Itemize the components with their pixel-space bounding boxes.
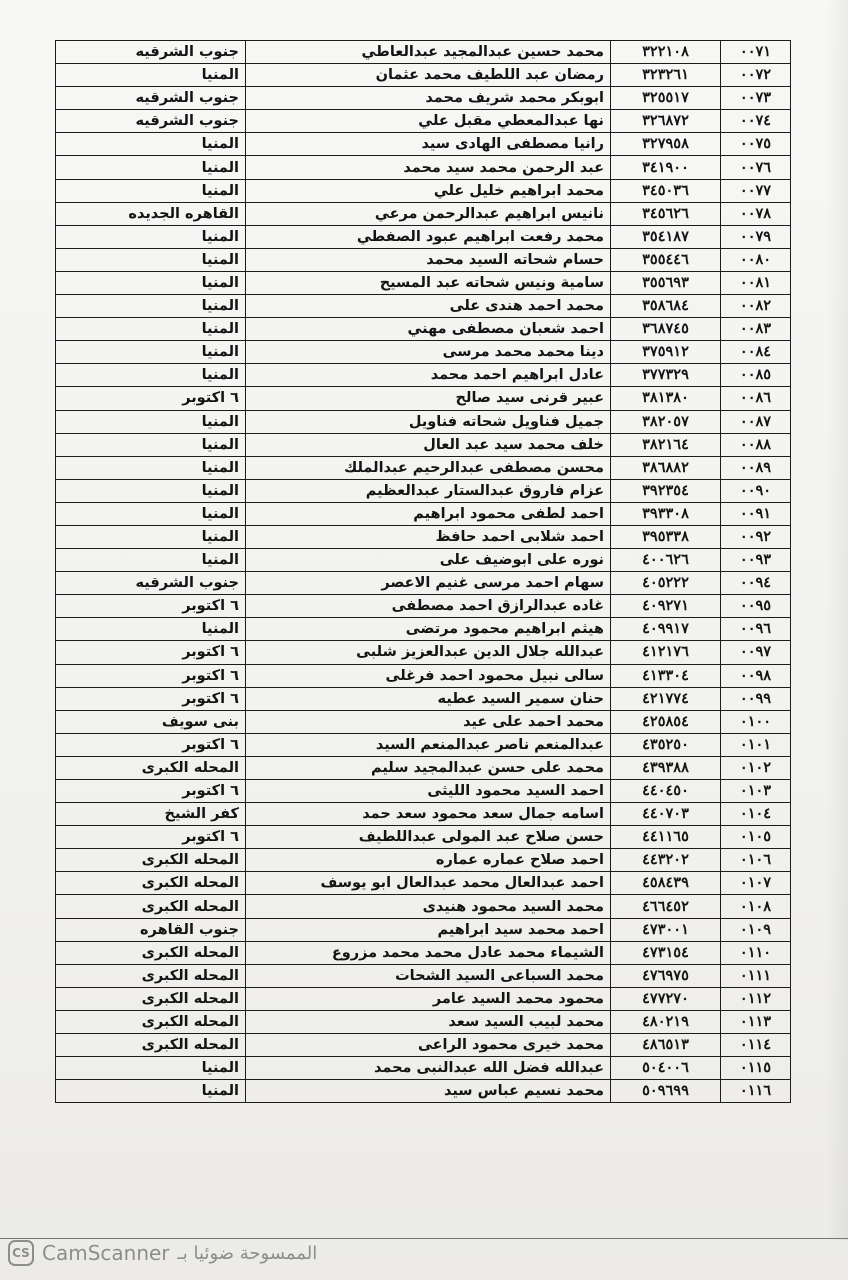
row-number: ٤٠٠٦٢٦	[611, 549, 721, 572]
row-governorate: ٦ اكتوبر	[56, 733, 246, 756]
row-serial: ٠٠٨٦	[721, 387, 791, 410]
row-governorate: جنوب الشرقيه	[56, 41, 246, 64]
table-row	[56, 110, 791, 133]
table-row	[56, 364, 791, 387]
row-name: سالى نبيل محمود احمد فرغلى	[246, 664, 611, 687]
row-serial: ٠٠٩٧	[721, 641, 791, 664]
table-row	[56, 803, 791, 826]
row-governorate: المنيا	[56, 179, 246, 202]
row-serial: ٠٠٧٣	[721, 87, 791, 110]
row-number: ٣٧٧٣٢٩	[611, 364, 721, 387]
row-name: عزام فاروق عبدالستار عبدالعظيم	[246, 479, 611, 502]
row-number: ٤٢١٧٧٤	[611, 687, 721, 710]
row-serial: ٠٠٨٣	[721, 318, 791, 341]
row-number: ٤٦٦٤٥٢	[611, 895, 721, 918]
row-governorate: المنيا	[56, 433, 246, 456]
row-governorate: المنيا	[56, 295, 246, 318]
row-serial: ٠٠٩٩	[721, 687, 791, 710]
camscanner-logo-icon: CS	[8, 1240, 34, 1266]
row-name: حسن صلاح عبد المولى عبداللطيف	[246, 826, 611, 849]
row-serial: ٠٠٧٤	[721, 110, 791, 133]
table-row	[56, 479, 791, 502]
row-number: ٣٢٣٢٦١	[611, 64, 721, 87]
row-serial: ٠١١٠	[721, 941, 791, 964]
row-name: الشيماء محمد عادل محمد محمد مزروع	[246, 941, 611, 964]
row-governorate: المنيا	[56, 1080, 246, 1103]
row-number: ٤٣٥٢٥٠	[611, 733, 721, 756]
table-row	[56, 595, 791, 618]
row-serial: ٠٠٩٦	[721, 618, 791, 641]
row-name: محمد ابراهيم خليل علي	[246, 179, 611, 202]
row-serial: ٠١١٥	[721, 1057, 791, 1080]
row-serial: ٠٠٨٢	[721, 295, 791, 318]
row-serial: ٠١٠٥	[721, 826, 791, 849]
row-governorate: المنيا	[56, 479, 246, 502]
row-name: محمد السيد محمود هنيدى	[246, 895, 611, 918]
table-row	[56, 87, 791, 110]
table-row	[56, 525, 791, 548]
table-row	[56, 318, 791, 341]
row-serial: ٠٠٨٤	[721, 341, 791, 364]
row-number: ٣٥٤١٨٧	[611, 225, 721, 248]
row-number: ٤٨٠٢١٩	[611, 1010, 721, 1033]
row-name: رمضان عبد اللطيف محمد عثمان	[246, 64, 611, 87]
row-number: ٤٥٨٤٣٩	[611, 872, 721, 895]
row-serial: ٠١٠٠	[721, 710, 791, 733]
row-number: ٣٥٥٤٤٦	[611, 248, 721, 271]
row-governorate: ٦ اكتوبر	[56, 387, 246, 410]
table-row	[56, 248, 791, 271]
watermark-arabic-text: الممسوحة ضوئيا بـ	[177, 1242, 318, 1264]
row-governorate: ٦ اكتوبر	[56, 595, 246, 618]
table-row	[56, 133, 791, 156]
row-name: احمد عبدالعال محمد عبدالعال ابو يوسف	[246, 872, 611, 895]
row-governorate: المنيا	[56, 156, 246, 179]
row-name: غاده عبدالرازق احمد مصطفى	[246, 595, 611, 618]
row-name: عبدالله جلال الدين عبدالعزيز شلبى	[246, 641, 611, 664]
watermark-brand: CamScanner	[42, 1241, 170, 1265]
row-name: عبد الرحمن محمد سيد محمد	[246, 156, 611, 179]
table-row	[56, 1010, 791, 1033]
table-row	[56, 433, 791, 456]
table-row	[56, 641, 791, 664]
table-row	[56, 733, 791, 756]
row-number: ٤٤٠٧٠٣	[611, 803, 721, 826]
row-number: ٣٢٥٥١٧	[611, 87, 721, 110]
row-name: محمد لبيب السيد سعد	[246, 1010, 611, 1033]
table-row	[56, 826, 791, 849]
row-governorate: المنيا	[56, 64, 246, 87]
row-name: محمد احمد هندى على	[246, 295, 611, 318]
row-governorate: المحله الكبرى	[56, 987, 246, 1010]
names-table-body	[56, 41, 791, 1103]
row-name: محمود محمد السيد عامر	[246, 987, 611, 1010]
row-number: ٤٠٥٢٢٢	[611, 572, 721, 595]
row-number: ٤٠٩٩١٧	[611, 618, 721, 641]
row-governorate: المحله الكبرى	[56, 1034, 246, 1057]
row-governorate: المنيا	[56, 318, 246, 341]
table-row	[56, 225, 791, 248]
row-governorate: المحله الكبرى	[56, 964, 246, 987]
row-number: ٣٢٧٩٥٨	[611, 133, 721, 156]
row-governorate: القاهره الجديده	[56, 202, 246, 225]
row-number: ٣٧٥٩١٢	[611, 341, 721, 364]
row-serial: ٠٠٨١	[721, 271, 791, 294]
row-governorate: المحله الكبرى	[56, 941, 246, 964]
row-governorate: المنيا	[56, 248, 246, 271]
row-governorate: المحله الكبرى	[56, 895, 246, 918]
scan-edge-shadow	[826, 0, 848, 1240]
row-name: دينا محمد محمد مرسى	[246, 341, 611, 364]
row-name: احمد شلابى احمد حافظ	[246, 525, 611, 548]
row-governorate: المحله الكبرى	[56, 849, 246, 872]
row-number: ٤٧٧٢٧٠	[611, 987, 721, 1010]
row-number: ٣٥٥٦٩٣	[611, 271, 721, 294]
row-serial: ٠٠٩٣	[721, 549, 791, 572]
table-row	[56, 41, 791, 64]
row-governorate: جنوب الشرقيه	[56, 87, 246, 110]
table-row	[56, 1080, 791, 1103]
table-row	[56, 410, 791, 433]
row-governorate: ٦ اكتوبر	[56, 780, 246, 803]
row-number: ٣٥٨٦٨٤	[611, 295, 721, 318]
row-serial: ٠١١٤	[721, 1034, 791, 1057]
row-governorate: المنيا	[56, 225, 246, 248]
row-name: محمد حسين عبدالمجيد عبدالعاطي	[246, 41, 611, 64]
row-serial: ٠٠٧١	[721, 41, 791, 64]
row-serial: ٠١١٦	[721, 1080, 791, 1103]
row-number: ٣٩٣٣٠٨	[611, 502, 721, 525]
row-serial: ٠٠٧٨	[721, 202, 791, 225]
names-table	[55, 40, 791, 1103]
row-name: نانيس ابراهيم عبدالرحمن مرعي	[246, 202, 611, 225]
page-bottom-rule	[0, 1238, 848, 1239]
row-name: عبدالمنعم ناصر عبدالمنعم السيد	[246, 733, 611, 756]
row-governorate: المنيا	[56, 618, 246, 641]
row-number: ٣٨١٣٨٠	[611, 387, 721, 410]
row-name: خلف محمد سيد عبد العال	[246, 433, 611, 456]
row-serial: ٠١٠٧	[721, 872, 791, 895]
row-governorate: المحله الكبرى	[56, 872, 246, 895]
row-number: ٤٤٠٤٥٠	[611, 780, 721, 803]
row-number: ٥٠٤٠٠٦	[611, 1057, 721, 1080]
row-name: عبير قرنى سيد صالح	[246, 387, 611, 410]
row-name: عبدالله فضل الله عبدالنبى محمد	[246, 1057, 611, 1080]
table-row	[56, 341, 791, 364]
row-number: ٣٩٥٣٣٨	[611, 525, 721, 548]
row-name: احمد شعبان مصطفى مهني	[246, 318, 611, 341]
row-name: حسام شحاته السيد محمد	[246, 248, 611, 271]
row-governorate: المنيا	[56, 549, 246, 572]
row-serial: ٠١٠٩	[721, 918, 791, 941]
row-governorate: المحله الكبرى	[56, 1010, 246, 1033]
row-serial: ٠٠٩٨	[721, 664, 791, 687]
row-name: محمد رفعت ابراهيم عبود الصفطي	[246, 225, 611, 248]
row-name: احمد لطفى محمود ابراهيم	[246, 502, 611, 525]
row-name: ابوبكر محمد شريف محمد	[246, 87, 611, 110]
row-name: عادل ابراهيم احمد محمد	[246, 364, 611, 387]
row-serial: ٠١٠٣	[721, 780, 791, 803]
table-row	[56, 918, 791, 941]
table-row	[56, 987, 791, 1010]
table-row	[56, 549, 791, 572]
table-row	[56, 502, 791, 525]
row-number: ٤٣٩٣٨٨	[611, 756, 721, 779]
table-row	[56, 872, 791, 895]
row-governorate: جنوب الشرقيه	[56, 572, 246, 595]
row-number: ٣٢٢١٠٨	[611, 41, 721, 64]
row-name: محمد احمد على عيد	[246, 710, 611, 733]
row-name: نها عبدالمعطي مقبل علي	[246, 110, 611, 133]
row-name: رانيا مصطفى الهادى سيد	[246, 133, 611, 156]
row-governorate: المحله الكبرى	[56, 756, 246, 779]
row-name: احمد صلاح عماره عماره	[246, 849, 611, 872]
row-number: ٤٨٦٥١٣	[611, 1034, 721, 1057]
row-number: ٤٧٣١٥٤	[611, 941, 721, 964]
row-number: ٤١٣٣٠٤	[611, 664, 721, 687]
row-governorate: المنيا	[56, 1057, 246, 1080]
row-name: محمد خيرى محمود الراعى	[246, 1034, 611, 1057]
row-governorate: ٦ اكتوبر	[56, 641, 246, 664]
row-number: ٣٤٥٦٢٦	[611, 202, 721, 225]
row-serial: ٠٠٩٥	[721, 595, 791, 618]
table-row	[56, 572, 791, 595]
row-serial: ٠٠٩٠	[721, 479, 791, 502]
table-row	[56, 895, 791, 918]
row-number: ٣٨٢١٦٤	[611, 433, 721, 456]
row-number: ٣٤١٩٠٠	[611, 156, 721, 179]
row-serial: ٠٠٨٥	[721, 364, 791, 387]
table-row	[56, 756, 791, 779]
table-row	[56, 271, 791, 294]
table-row	[56, 964, 791, 987]
row-serial: ٠٠٧٩	[721, 225, 791, 248]
row-governorate: المنيا	[56, 364, 246, 387]
row-serial: ٠٠٧٦	[721, 156, 791, 179]
row-name: محمد نسيم عباس سيد	[246, 1080, 611, 1103]
row-number: ٣٨٢٠٥٧	[611, 410, 721, 433]
row-name: محمد على حسن عبدالمجيد سليم	[246, 756, 611, 779]
row-serial: ٠٠٧٧	[721, 179, 791, 202]
row-serial: ٠١١٣	[721, 1010, 791, 1033]
row-serial: ٠٠٨٠	[721, 248, 791, 271]
row-number: ٣٦٨٧٤٥	[611, 318, 721, 341]
table-row	[56, 618, 791, 641]
row-serial: ٠١٠١	[721, 733, 791, 756]
table-row	[56, 1057, 791, 1080]
row-governorate: المنيا	[56, 502, 246, 525]
row-governorate: المنيا	[56, 525, 246, 548]
row-governorate: بنى سويف	[56, 710, 246, 733]
row-serial: ٠١٠٤	[721, 803, 791, 826]
row-number: ٥٠٩٦٩٩	[611, 1080, 721, 1103]
row-name: اسامه جمال سعد محمود سعد حمد	[246, 803, 611, 826]
row-name: سهام احمد مرسى غنيم الاعصر	[246, 572, 611, 595]
row-number: ٤٤١١٦٥	[611, 826, 721, 849]
row-governorate: المنيا	[56, 271, 246, 294]
row-governorate: جنوب القاهره	[56, 918, 246, 941]
row-serial: ٠٠٨٧	[721, 410, 791, 433]
row-name: احمد محمد سيد ابراهيم	[246, 918, 611, 941]
row-number: ٤١٢١٧٦	[611, 641, 721, 664]
table-row	[56, 202, 791, 225]
row-serial: ٠٠٨٩	[721, 456, 791, 479]
row-governorate: المنيا	[56, 133, 246, 156]
table-row	[56, 849, 791, 872]
table-row	[56, 780, 791, 803]
row-governorate: كفر الشيخ	[56, 803, 246, 826]
row-number: ٣٩٢٣٥٤	[611, 479, 721, 502]
table-row	[56, 710, 791, 733]
row-number: ٤٤٣٢٠٢	[611, 849, 721, 872]
row-number: ٤٢٥٨٥٤	[611, 710, 721, 733]
row-governorate: ٦ اكتوبر	[56, 664, 246, 687]
row-serial: ٠٠٧٢	[721, 64, 791, 87]
table-row	[56, 687, 791, 710]
table-row	[56, 179, 791, 202]
row-number: ٤٧٣٠٠١	[611, 918, 721, 941]
row-number: ٣٤٥٠٣٦	[611, 179, 721, 202]
row-governorate: المنيا	[56, 456, 246, 479]
table-row	[56, 941, 791, 964]
row-governorate: المنيا	[56, 410, 246, 433]
row-name: احمد السيد محمود الليثى	[246, 780, 611, 803]
table-row	[56, 295, 791, 318]
row-serial: ٠٠٩٤	[721, 572, 791, 595]
table-row	[56, 156, 791, 179]
row-governorate: جنوب الشرقيه	[56, 110, 246, 133]
row-governorate: المنيا	[56, 341, 246, 364]
row-serial: ٠٠٩١	[721, 502, 791, 525]
table-row	[56, 387, 791, 410]
row-name: هيثم ابراهيم محمود مرتضى	[246, 618, 611, 641]
table-row	[56, 664, 791, 687]
row-serial: ٠٠٨٨	[721, 433, 791, 456]
table-row	[56, 64, 791, 87]
row-serial: ٠١٠٨	[721, 895, 791, 918]
row-name: جميل فناويل شحاته فناويل	[246, 410, 611, 433]
table-row	[56, 456, 791, 479]
row-governorate: ٦ اكتوبر	[56, 687, 246, 710]
row-number: ٤٠٩٢٧١	[611, 595, 721, 618]
row-name: نوره على ابوضيف على	[246, 549, 611, 572]
row-serial: ٠١٠٢	[721, 756, 791, 779]
row-governorate: ٦ اكتوبر	[56, 826, 246, 849]
row-name: محسن مصطفى عبدالرحيم عبدالملك	[246, 456, 611, 479]
camscanner-watermark	[8, 1240, 317, 1266]
row-serial: ٠٠٩٢	[721, 525, 791, 548]
row-name: محمد السباعى السيد الشحات	[246, 964, 611, 987]
row-serial: ٠١٠٦	[721, 849, 791, 872]
row-name: سامية ونيس شحاته عبد المسيح	[246, 271, 611, 294]
row-number: ٣٢٦٨٧٢	[611, 110, 721, 133]
row-serial: ٠١١١	[721, 964, 791, 987]
row-serial: ٠٠٧٥	[721, 133, 791, 156]
row-number: ٤٧٦٩٧٥	[611, 964, 721, 987]
row-name: حنان سمير السيد عطيه	[246, 687, 611, 710]
table-row	[56, 1034, 791, 1057]
row-number: ٣٨٦٨٨٢	[611, 456, 721, 479]
row-serial: ٠١١٢	[721, 987, 791, 1010]
